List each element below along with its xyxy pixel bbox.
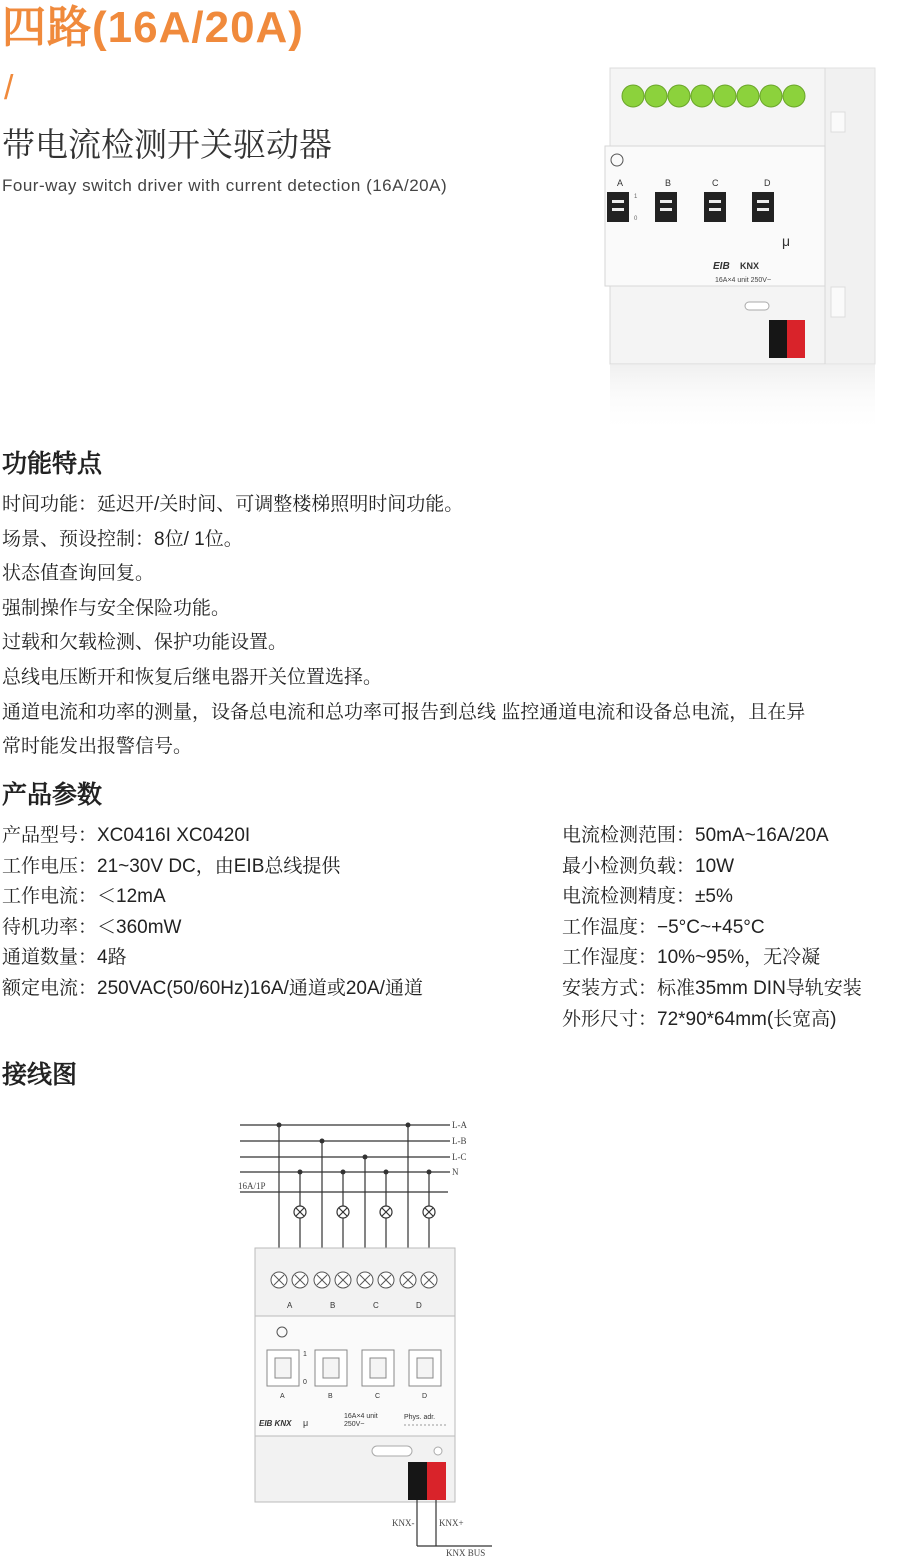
param-item: 产品型号：XC0416I XC0420I (2, 825, 251, 846)
diagram-term-d: D (416, 1301, 422, 1310)
photo-mark-0: 0 (634, 216, 638, 222)
breaker-label: 16A/1P (238, 1181, 266, 1191)
param-item: 待机功率：＜360mW (2, 916, 182, 938)
param-item: 安装方式：标准35mm DIN导轨安装 (562, 977, 862, 999)
diagram-phys-adr: Phys. adr. (404, 1414, 436, 1421)
line-label-lc: L-C (452, 1152, 467, 1162)
diagram-rating-2: 250V~ (344, 1421, 365, 1428)
diagram-term-a: A (287, 1301, 293, 1310)
diagram-term-b: B (330, 1301, 336, 1310)
knx-plus-label: KNX+ (439, 1518, 464, 1528)
photo-connector-red (787, 320, 805, 358)
param-item: 电流检测范围：50mA~16A/20A (562, 825, 829, 846)
photo-mu: μ (782, 233, 791, 249)
params-right-column (562, 821, 862, 1035)
diagram-term-c: C (373, 1301, 379, 1310)
diagram-rating-1: 16A×4 unit (344, 1413, 378, 1420)
wiring-heading: 接线图 (2, 1061, 78, 1089)
photo-channel-b: B (665, 178, 672, 188)
features-list (2, 488, 805, 765)
photo-connector-black (769, 320, 787, 358)
photo-channel-d: D (764, 178, 771, 188)
subtitle-english: Four-way switch driver with current detection (16A/20A) (2, 176, 448, 195)
diagram-mark-0: 0 (303, 1379, 307, 1386)
photo-eib-logo: EIB (713, 261, 730, 272)
feature-item: 状态值查询回复。 (2, 563, 155, 585)
param-item: 工作湿度：10%~95%，无冷凝 (562, 947, 821, 969)
knx-minus-label: KNX- (392, 1518, 415, 1528)
feature-item: 过载和欠载检测、保护功能设置。 (2, 632, 288, 654)
param-item: 电流检测精度：±5% (562, 886, 733, 908)
param-item: 最小检测负载：10W (562, 855, 735, 877)
photo-rating: 16A×4 unit 250V~ (715, 277, 772, 284)
feature-item: 常时能发出报警信号。 (2, 736, 193, 758)
diagram-mu: μ (303, 1418, 309, 1428)
feature-item: 场景、预设控制：8位/ 1位。 (2, 528, 243, 550)
params-heading: 产品参数 (2, 781, 103, 809)
param-item: 额定电流：250VAC(50/60Hz)16A/通道或20A/通道 (2, 977, 423, 999)
feature-item: 时间功能：延迟开/关时间、可调整楼梯照明时间功能。 (2, 494, 464, 515)
wiring-diagram (0, 1100, 900, 1558)
diagram-channel-d: D (422, 1393, 428, 1400)
line-label-lb: L-B (452, 1136, 467, 1146)
feature-item: 总线电压断开和恢复后继电器开关位置选择。 (2, 666, 383, 688)
diagram-channel-a: A (280, 1393, 285, 1400)
features-heading: 功能特点 (2, 450, 103, 478)
param-item: 外形尺寸：72*90*64mm(长宽高) (562, 1008, 837, 1030)
photo-channel-a: A (617, 178, 624, 188)
subtitle-chinese: 带电流检测开关驱动器 (2, 126, 332, 163)
feature-item: 通道电流和功率的测量，设备总电流和总功率可报告到总线 监控通道电流和设备总电流，且在异 (2, 701, 806, 723)
diagram-channel-c: C (375, 1393, 381, 1400)
knx-bus-label: KNX BUS (446, 1548, 486, 1558)
param-item: 通道数量：4路 (2, 947, 127, 969)
param-item: 工作温度：−5°C~+45°C (562, 916, 765, 938)
line-label-n: N (452, 1167, 459, 1177)
diagram-connector-black (408, 1462, 427, 1500)
diagram-channel-b: B (328, 1393, 333, 1400)
feature-item: 强制操作与安全保险功能。 (2, 597, 231, 619)
photo-channel-c: C (712, 178, 719, 188)
photo-knx-logo: KNX (740, 261, 760, 271)
diagram-logos: EIB KNX (259, 1419, 292, 1428)
line-label-la: L-A (452, 1120, 467, 1130)
page-title: 四路(16A/20A) (2, 3, 304, 52)
title-slash: / (4, 69, 14, 107)
param-item: 工作电流：＜12mA (2, 886, 166, 908)
photo-mark-1: 1 (634, 194, 638, 200)
params-left-column (2, 821, 423, 1005)
product-photo (585, 62, 885, 442)
diagram-connector-red (427, 1462, 446, 1500)
param-item: 工作电压：21~30V DC，由EIB总线提供 (2, 855, 341, 877)
diagram-mark-1: 1 (303, 1351, 307, 1358)
